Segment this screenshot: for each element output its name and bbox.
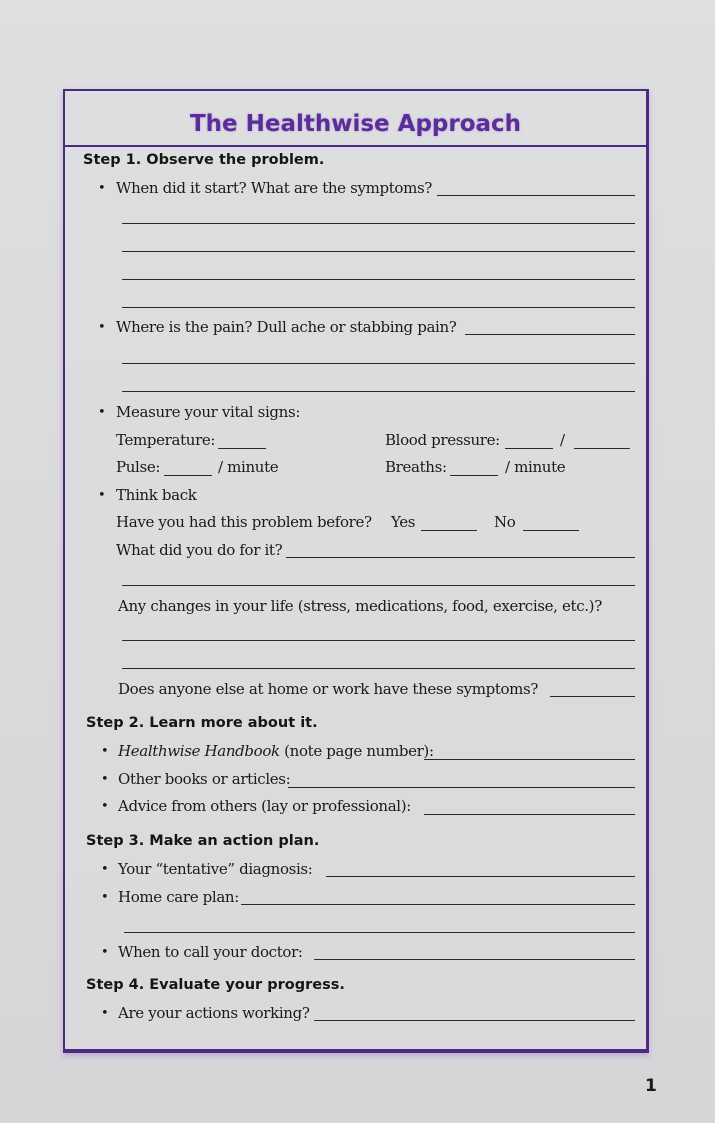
page-title: The Healthwise Approach xyxy=(189,111,522,137)
step-4-heading: Step 4. Evaluate your progress. xyxy=(86,977,345,993)
breaths-unit: / minute xyxy=(505,458,566,476)
think-back-label: Think back xyxy=(116,486,197,504)
bullet-icon: • xyxy=(101,945,109,960)
bullet-icon: • xyxy=(101,1006,109,1021)
bullet-icon: • xyxy=(101,890,109,905)
q-advice: Advice from others (lay or professional): xyxy=(118,797,411,815)
pulse-unit: / minute xyxy=(218,458,279,476)
answer-line-advice[interactable] xyxy=(424,814,635,815)
breaths-label: Breaths: xyxy=(385,458,447,476)
q-home-care: Home care plan: xyxy=(118,888,239,906)
answer-line-other-books[interactable] xyxy=(288,787,635,788)
answer-line-pain-1[interactable] xyxy=(122,363,635,364)
q-handbook xyxy=(118,742,434,760)
answer-line-home-care-2[interactable] xyxy=(124,932,635,933)
step-1-heading: Step 1. Observe the problem. xyxy=(83,152,325,168)
answer-line-when-start[interactable] xyxy=(437,195,635,196)
q-actions-working: Are your actions working? xyxy=(118,1004,310,1022)
blood-pressure-systolic-field[interactable] xyxy=(505,448,553,449)
step-3-heading: Step 3. Make an action plan. xyxy=(86,833,320,849)
no-label: No xyxy=(494,513,516,531)
form-header xyxy=(65,91,646,147)
answer-line-anyone-else[interactable] xyxy=(550,696,635,697)
yes-field[interactable] xyxy=(421,530,477,531)
answer-line-pain-2[interactable] xyxy=(122,391,635,392)
answer-line-symptoms-4[interactable] xyxy=(122,307,635,308)
q-when-start: When did it start? What are the symptoms? xyxy=(116,179,433,197)
q-anyone-else: Does anyone else at home or work have these symptoms? xyxy=(118,680,539,698)
breaths-field[interactable] xyxy=(450,475,498,476)
bullet-icon: • xyxy=(98,488,106,503)
q-other-books: Other books or articles: xyxy=(118,770,291,788)
q-diagnosis: Your “tentative” diagnosis: xyxy=(118,860,313,878)
answer-line-diagnosis[interactable] xyxy=(326,876,635,877)
temperature-label: Temperature: xyxy=(116,431,216,449)
answer-line-handbook[interactable] xyxy=(424,759,635,760)
pulse-field[interactable] xyxy=(164,475,212,476)
temperature-field[interactable] xyxy=(218,448,266,449)
bullet-icon: • xyxy=(101,799,109,814)
pulse-label: Pulse: xyxy=(116,458,161,476)
answer-line-what-did[interactable] xyxy=(286,557,635,558)
healthwise-form-frame xyxy=(63,89,649,1053)
answer-line-symptoms-3[interactable] xyxy=(122,279,635,280)
answer-line-home-care[interactable] xyxy=(241,904,635,905)
answer-line-symptoms-1[interactable] xyxy=(122,223,635,224)
bullet-icon: • xyxy=(101,772,109,787)
answer-line-call-doctor[interactable] xyxy=(314,959,635,960)
q-what-did: What did you do for it? xyxy=(116,541,283,559)
answer-line-pain[interactable] xyxy=(465,334,635,335)
bullet-icon: • xyxy=(101,862,109,877)
q-where-pain: Where is the pain? Dull ache or stabbing pain? xyxy=(116,318,457,336)
q-call-doctor: When to call your doctor: xyxy=(118,943,303,961)
bullet-icon: • xyxy=(98,405,106,420)
q-had-before: Have you had this problem before? xyxy=(116,513,372,531)
q-vital-signs: Measure your vital signs: xyxy=(116,403,301,421)
answer-line-changes-1[interactable] xyxy=(122,640,635,641)
answer-line-what-did-2[interactable] xyxy=(122,585,635,586)
page-number: 1 xyxy=(645,1076,657,1096)
answer-line-actions-working[interactable] xyxy=(314,1020,635,1021)
no-field[interactable] xyxy=(523,530,579,531)
step-2-heading: Step 2. Learn more about it. xyxy=(86,715,318,731)
blood-pressure-label: Blood pressure: xyxy=(385,431,500,449)
bp-separator: / xyxy=(560,431,565,449)
answer-line-symptoms-2[interactable] xyxy=(122,251,635,252)
bullet-icon: • xyxy=(98,181,106,196)
bullet-icon: • xyxy=(98,320,106,335)
q-life-changes: Any changes in your life (stress, medications, food, exercise, etc.)? xyxy=(118,597,602,615)
handbook-title: Healthwise Handbook xyxy=(118,742,280,760)
answer-line-changes-2[interactable] xyxy=(122,668,635,669)
yes-label: Yes xyxy=(391,513,416,531)
handbook-note: (note page number): xyxy=(279,742,434,760)
bullet-icon: • xyxy=(101,744,109,759)
blood-pressure-diastolic-field[interactable] xyxy=(574,448,630,449)
